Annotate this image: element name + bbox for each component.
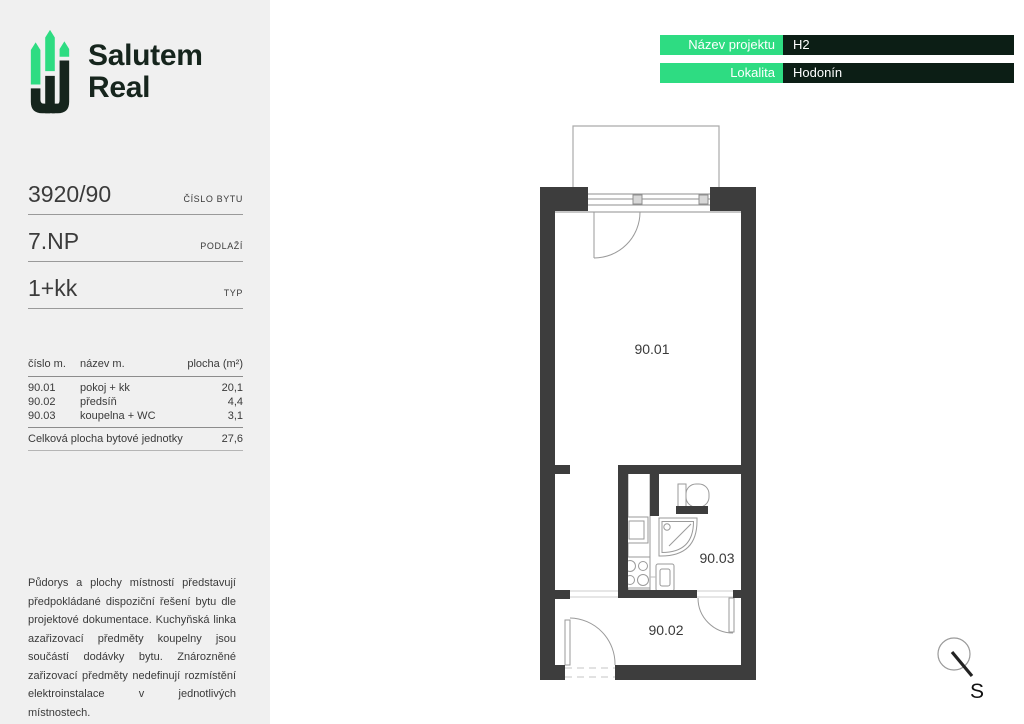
floor-plan: [530, 115, 770, 690]
room-area: 3,1: [227, 410, 243, 422]
sidebar: [0, 0, 270, 724]
compass-north-label: S: [970, 680, 985, 703]
brand-line-1: Salutem: [88, 39, 203, 72]
rooms-table-body: [28, 381, 243, 423]
entrance-door: [565, 618, 615, 677]
unit-floor-label: PODLAŽÍ: [200, 241, 243, 251]
room-label-bath: 90.03: [699, 550, 735, 566]
locality-label: Lokalita: [660, 63, 783, 83]
total-area: 27,6: [221, 433, 243, 445]
total-label: Celková plocha bytové jednotky: [28, 433, 183, 445]
unit-type-field: [28, 275, 243, 309]
toilet: [678, 484, 709, 507]
unit-type-value: 1+kk: [28, 275, 78, 301]
shower: [659, 518, 697, 556]
room-number: 90.02: [28, 396, 56, 408]
locality-row: [660, 63, 1014, 83]
wall-toilet-nook: [650, 473, 659, 516]
unit-type-label: TYP: [223, 288, 243, 298]
header-number: číslo m.: [28, 358, 66, 370]
kitchen-sink: [625, 517, 648, 543]
room-area: 20,1: [221, 382, 243, 394]
unit-number-value: 3920/90: [28, 181, 112, 207]
unit-number-label: ČÍSLO BYTU: [183, 194, 243, 204]
unit-floor-value: 7.NP: [28, 228, 80, 254]
bathroom-door: [698, 598, 734, 633]
water-heater: [650, 564, 674, 591]
project-name-row: [660, 35, 1014, 55]
unit-info: [28, 181, 243, 322]
room-name: koupelna + WC: [80, 410, 156, 422]
brand-line-2: Real: [88, 71, 151, 104]
project-badges: [660, 35, 1014, 91]
table-row: [28, 395, 243, 409]
rooms-table: [28, 358, 243, 451]
walls: [540, 187, 756, 680]
wall-bottom: [615, 665, 756, 680]
wall-bath-top: [618, 465, 741, 474]
brand-name: [88, 40, 203, 104]
header-area: plocha (m²): [187, 358, 243, 370]
rooms-table-total: [28, 427, 243, 451]
brand-logo: [27, 26, 203, 120]
room-number: 90.03: [28, 410, 56, 422]
wall-stub: [555, 590, 570, 599]
table-row: [28, 381, 243, 395]
salutem-building-icon: [27, 26, 73, 120]
wall-bath-bottom-right: [733, 590, 741, 598]
balcony-outline: [573, 126, 719, 191]
unit-number-field: [28, 181, 243, 215]
locality-value: Hodonín: [783, 63, 1014, 83]
wall-kitchen-partition: [618, 465, 628, 598]
wall-left: [540, 187, 555, 680]
project-name-value: H2: [783, 35, 1014, 55]
wall-right: [741, 187, 756, 680]
balcony-door: [594, 212, 640, 258]
room-name: předsíň: [80, 396, 117, 408]
room-label-main: 90.01: [634, 341, 670, 357]
project-name-label: Název projektu: [660, 35, 783, 55]
wall-toilet-low: [676, 506, 708, 514]
room-number: 90.01: [28, 382, 56, 394]
disclaimer-text: Půdorys a plochy místností představují předpokládané dispoziční řešení bytu dle projektové dokumentace. Kuchyňská linka azařizovací předměty koupelny jsou součástí dodávky bytu. Znározněné zařizovací předměty nedefinují rozmístění elektroinstalace v jednotlivých místnostech.: [28, 577, 236, 719]
room-area: 4,4: [227, 396, 243, 408]
rooms-table-header: [28, 358, 243, 377]
compass-icon: [928, 628, 998, 710]
header-name: název m.: [80, 358, 125, 370]
room-name: pokoj + kk: [80, 382, 130, 394]
wall-bath-bottom: [618, 590, 697, 598]
room-label-hall: 90.02: [648, 622, 684, 638]
wall-bottom-left: [540, 665, 565, 680]
table-row: [28, 409, 243, 423]
unit-floor-field: [28, 228, 243, 262]
wall-pilaster: [555, 465, 570, 474]
